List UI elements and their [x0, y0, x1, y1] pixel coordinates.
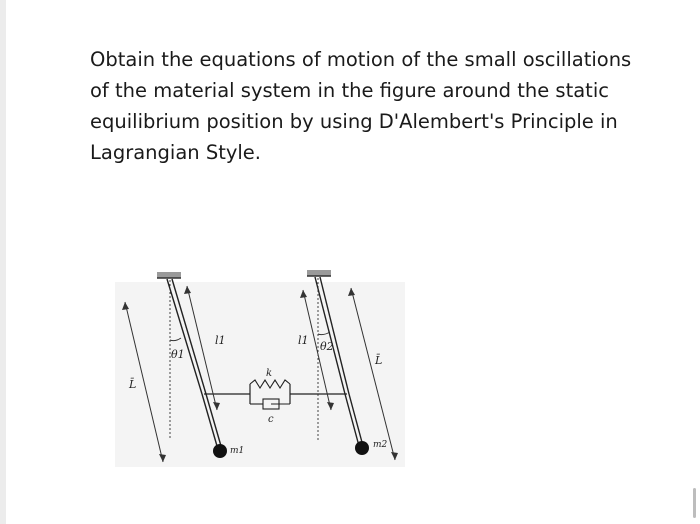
left-l1-label: l1 [215, 334, 226, 347]
problem-statement [90, 44, 650, 168]
spring-k-label: k [266, 368, 273, 379]
pendulum-diagram [105, 262, 410, 477]
damper-c-label: c [268, 414, 274, 425]
mass2-label: m2 [373, 440, 388, 450]
left-edge-bar [0, 0, 6, 524]
problem-line-2: of the material system in the figure around the static [90, 79, 609, 102]
problem-line-4: Lagrangian Style. [90, 141, 261, 164]
theta2-label: θ2 [320, 340, 334, 353]
double-pendulum-figure [105, 262, 410, 477]
right-L-label: L̄ [375, 354, 383, 367]
right-ceiling-support [307, 270, 331, 276]
mass1-label: m1 [230, 446, 245, 456]
problem-line-3: equilibrium position by using D'Alembert's Principle in [90, 110, 618, 133]
left-ceiling-support [157, 272, 181, 278]
left-L-label: L̄ [129, 378, 137, 391]
mass-m2 [355, 441, 369, 455]
scrollbar-handle[interactable] [693, 488, 696, 518]
problem-line-1: Obtain the equations of motion of the small oscillations [90, 48, 632, 71]
mass-m1 [213, 444, 227, 458]
right-l1-label: l1 [298, 334, 309, 347]
theta1-label: θ1 [171, 348, 185, 361]
